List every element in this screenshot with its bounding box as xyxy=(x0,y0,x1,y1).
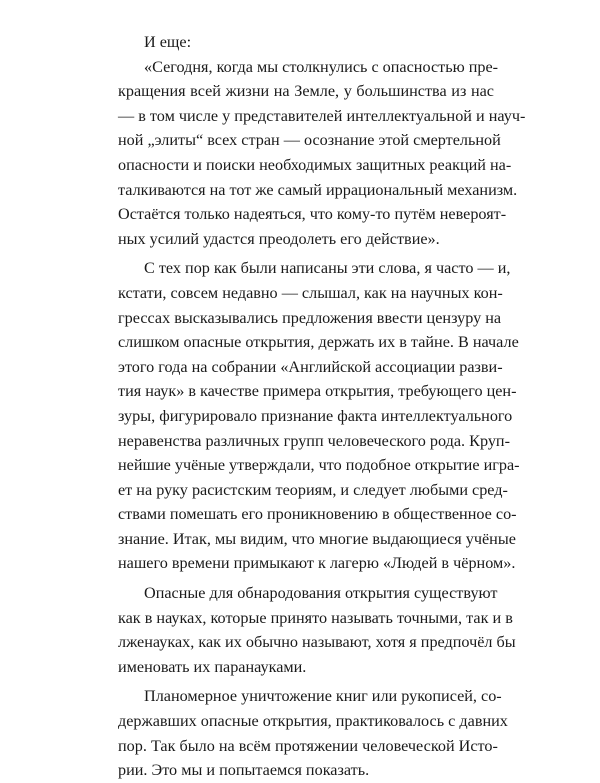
paragraph xyxy=(118,55,526,252)
text-line: Планомерное уничтожение книг или рукописей, со- xyxy=(144,687,502,706)
text-line: тия наук» в качестве примера открытия, требующего цен- xyxy=(118,382,517,401)
text-line: нашего времени примыкают к лагерю «Людей в чёрном». xyxy=(118,554,516,573)
text-line: именовать их паранауками. xyxy=(118,657,307,676)
text-line: неравенства различных групп человеческого рода. Круп- xyxy=(118,431,510,450)
text-line: «Сегодня, когда мы столкнулись с опасностью пре- xyxy=(144,57,499,76)
text-line: этого года на собрании «Английской ассоциации разви- xyxy=(118,357,503,376)
text-line: лженауках, как их обычно называют, хотя я предпочёл бы xyxy=(118,633,516,652)
text-line: Опасные для обнародования открытия существуют xyxy=(144,584,498,603)
text-line: ной „элиты“ всех стран — осознание этой смертельной xyxy=(118,131,501,150)
text-line: рии. Это мы и попытаемся показать. xyxy=(118,761,370,780)
text-line: знание. Итак, мы видим, что многие выдающиеся учёные xyxy=(118,529,516,548)
text-line: И еще: xyxy=(144,33,192,51)
text-line: слишком опасные открытия, держать их в тайне. В начале xyxy=(118,333,519,352)
page-text xyxy=(118,30,526,783)
text-line: кращения всей жизни на Земле, у большинства из нас xyxy=(118,82,494,101)
paragraph xyxy=(118,581,516,679)
text-line: ных усилий удастся преодолеть его действие». xyxy=(118,229,440,248)
text-line: опасности и поиски необходимых защитных реакций на- xyxy=(118,155,512,174)
text-line: ствами помешать его проникновению в общественное со- xyxy=(118,505,517,524)
paragraph xyxy=(118,30,494,55)
text-line: С тех пор как были написаны эти слова, я часто — и, xyxy=(144,259,511,278)
paragraph xyxy=(118,256,520,576)
text-line: зуры, фигурировало признание факта интеллектуального xyxy=(118,406,513,425)
paragraph xyxy=(118,684,508,782)
text-line: как в науках, которые принято называть точными, так и в xyxy=(118,608,513,627)
text-line: державших опасные открытия, практиковалось с давних xyxy=(118,712,508,731)
text-line: ет на руку расистским теориям, и следует любыми сред- xyxy=(118,480,508,499)
text-line: Остаётся только надеяться, что кому-то путём невероят- xyxy=(118,205,507,224)
text-line: грессах высказывались предложения ввести цензуру на xyxy=(118,308,502,327)
text-line: нейшие учёные утверждали, что подобное открытие игра- xyxy=(118,456,520,475)
text-line: — в том числе у представителей интеллектуальной и науч- xyxy=(118,106,526,125)
text-line: талкиваются на тот же самый иррациональный механизм. xyxy=(118,180,518,199)
text-line: кстати, совсем недавно — слышал, как на научных кон- xyxy=(118,283,503,302)
text-line: пор. Так было на всём протяжении человеческой Исто- xyxy=(118,736,498,755)
